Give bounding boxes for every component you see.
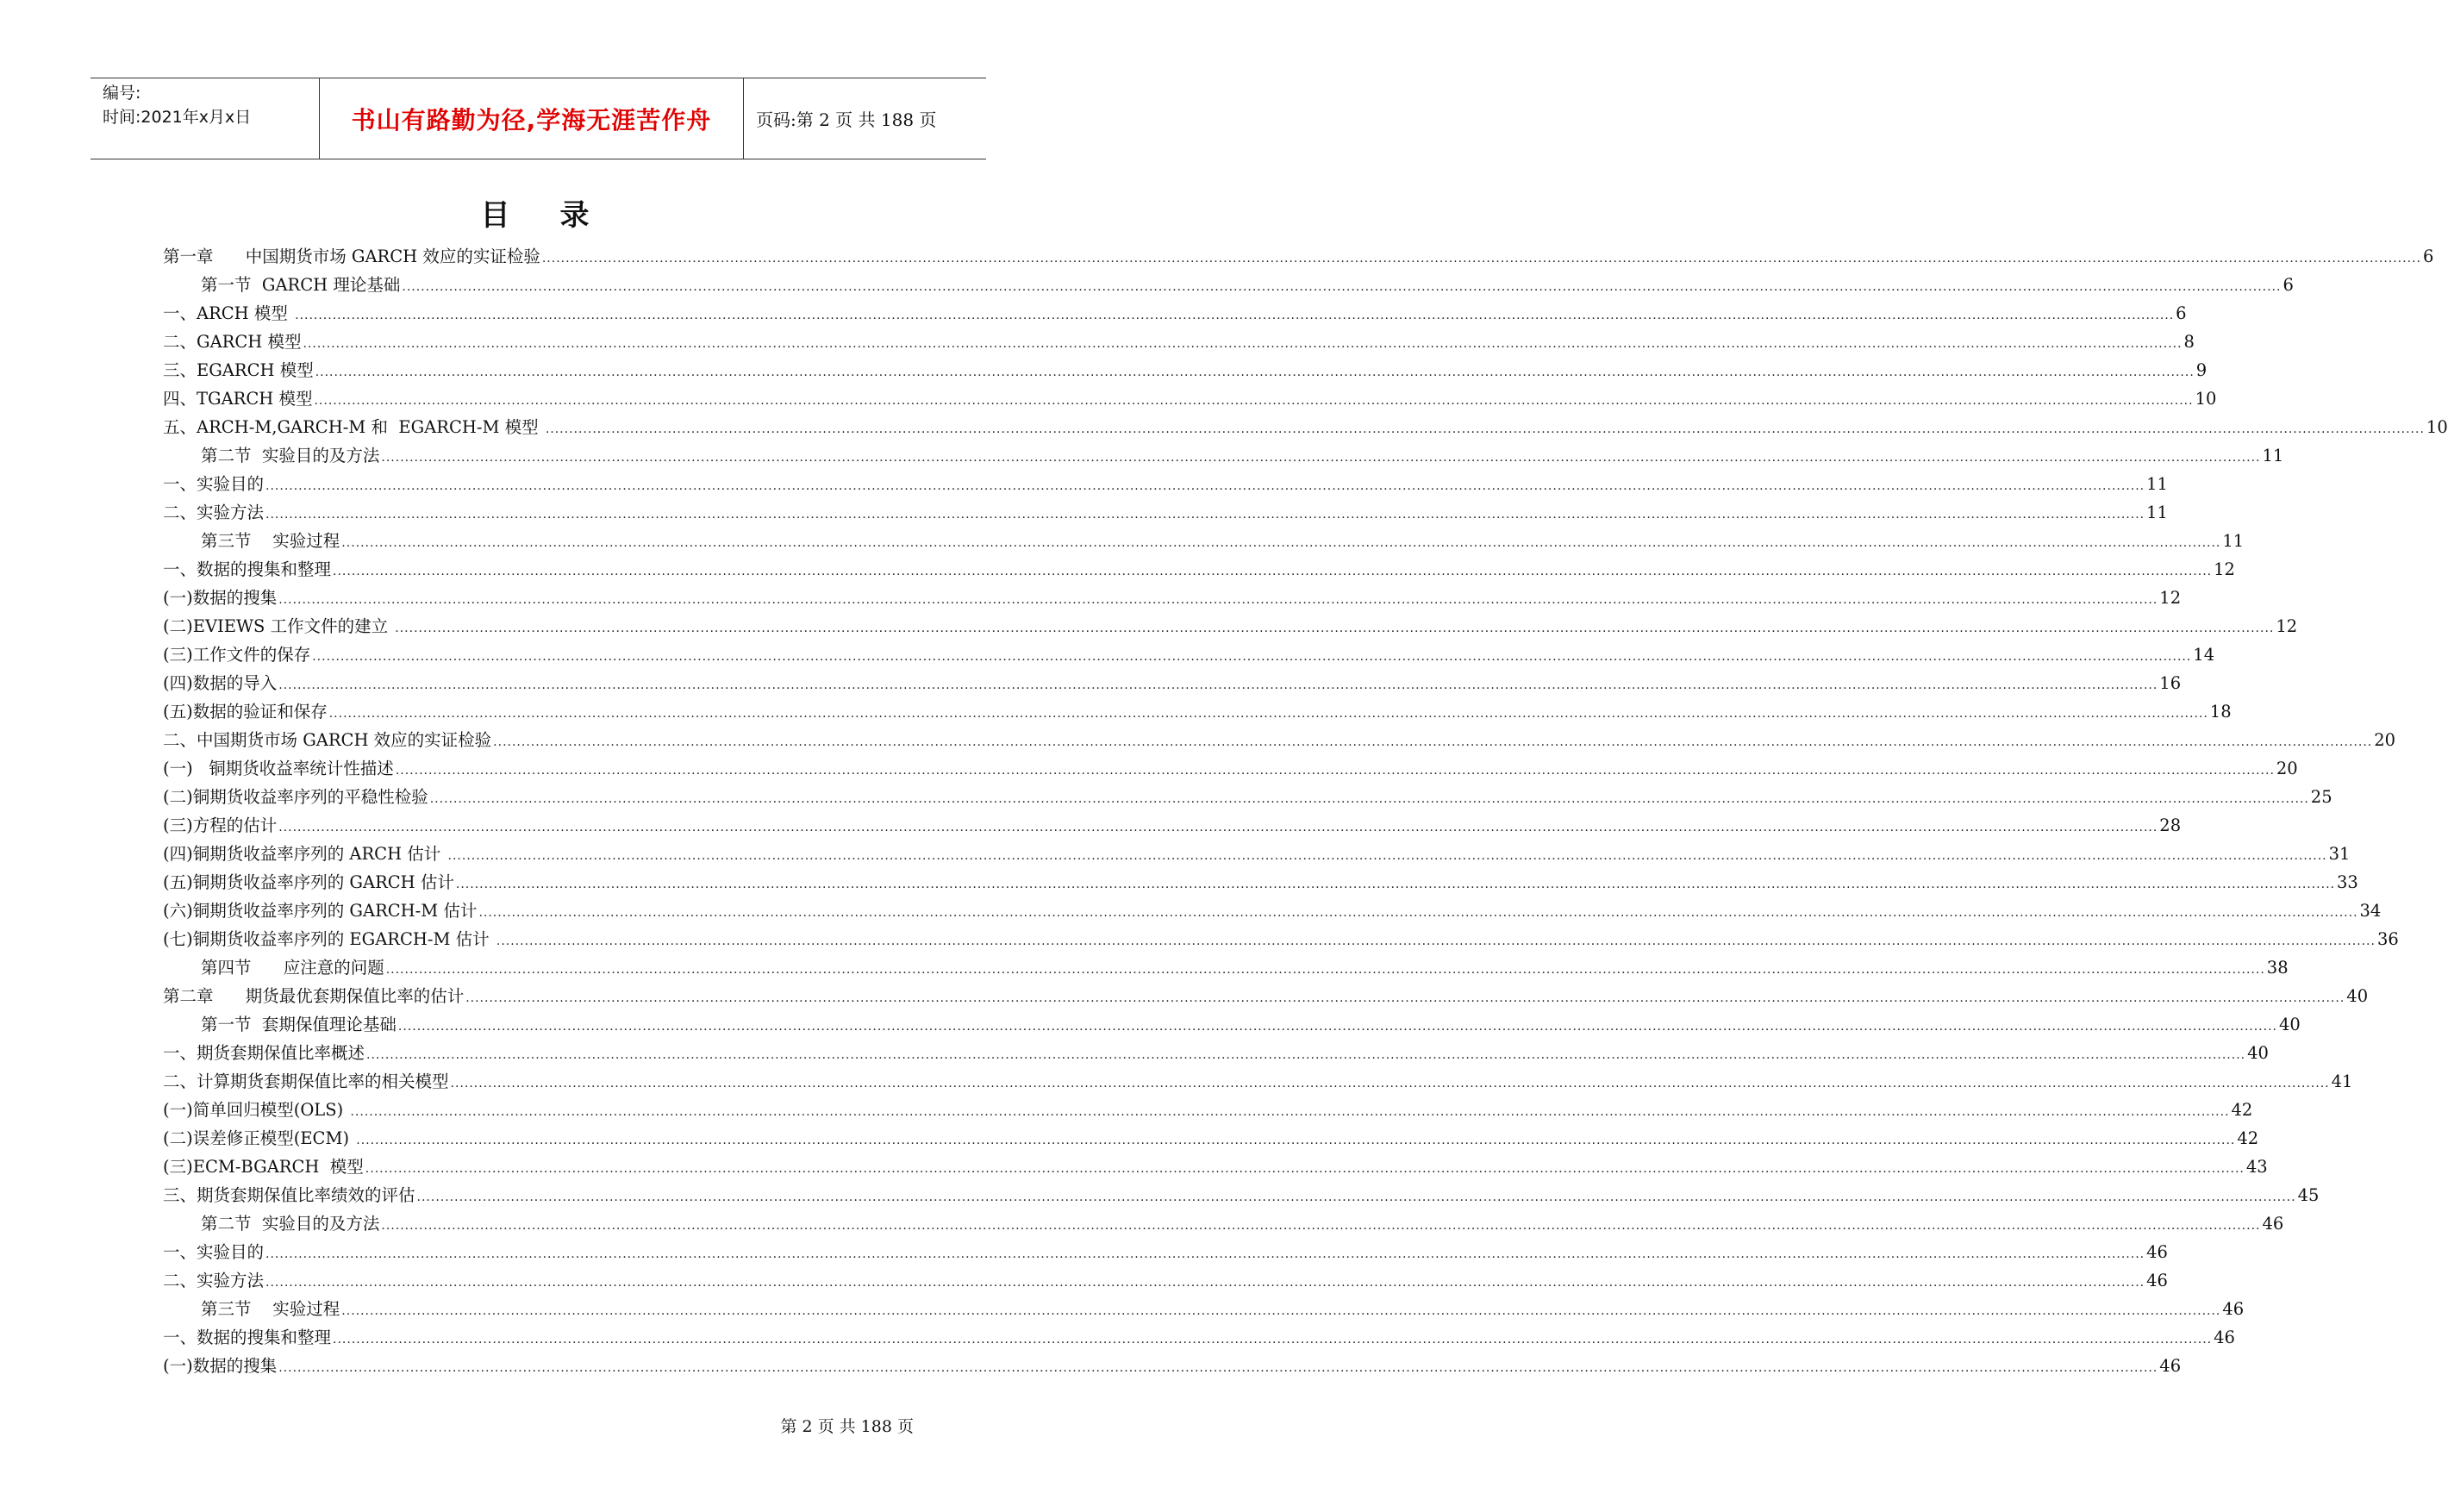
toc-leader-dots: ................................................................................................................................................................................................................................................................................................................................................................................................................ [328, 707, 2208, 721]
toc-entry[interactable] [163, 753, 2298, 782]
toc-entry-text: (二)误差修正模型(ECM) [163, 1128, 355, 1148]
toc-entry[interactable] [163, 611, 2298, 640]
toc-entry-page: 12 [2159, 588, 2182, 608]
toc-entry-page: 6 [2422, 247, 2434, 266]
toc-entry[interactable] [163, 867, 2358, 896]
toc-entry-text: (四)铜期货收益率序列的 ARCH 估计 [163, 844, 447, 864]
serial-label: 编号: [103, 84, 141, 103]
toc-entry-page: 46 [2146, 1242, 2168, 1262]
toc-entry[interactable] [163, 526, 2245, 554]
toc-entry-page: 10 [2195, 389, 2217, 409]
toc-entry-page: 46 [2214, 1328, 2235, 1347]
toc-entry-page: 43 [2245, 1157, 2268, 1177]
toc-leader-dots: ................................................................................................................................................................................................................................................................................................................................................................................................................ [265, 479, 2145, 493]
toc-leader-dots: ................................................................................................................................................................................................................................................................................................................................................................................................................ [450, 1077, 2330, 1090]
toc-entry-text: (一)数据的搜集 [163, 588, 278, 608]
toc-entry-page: 34 [2359, 901, 2382, 921]
toc-entry-page: 40 [2278, 1015, 2301, 1034]
toc-entry-page: 40 [2247, 1043, 2269, 1063]
toc-entry[interactable] [163, 896, 2382, 924]
toc-entry-page: 18 [2209, 702, 2232, 722]
toc-entry-page: 14 [2193, 645, 2215, 665]
toc-leader-dots: ................................................................................................................................................................................................................................................................................................................................................................................................................ [402, 280, 2282, 294]
toc-entry-text: 二、实验方法 [163, 503, 265, 522]
toc-entry-text: 一、数据的搜集和整理 [163, 559, 332, 579]
toc-entry-page: 20 [2374, 730, 2396, 750]
toc-leader-dots: ................................................................................................................................................................................................................................................................................................................................................................................................................ [265, 508, 2145, 522]
toc-entry-page: 11 [2222, 531, 2245, 551]
toc-entry-page: 40 [2346, 986, 2369, 1006]
toc-entry[interactable] [163, 1294, 2245, 1322]
toc-entry-page: 46 [2222, 1299, 2245, 1319]
toc-leader-dots: ................................................................................................................................................................................................................................................................................................................................................................................................................ [356, 1134, 2236, 1147]
toc-entry[interactable] [163, 725, 2396, 753]
toc-entry[interactable] [163, 1351, 2182, 1379]
toc-entry-page: 45 [2297, 1185, 2320, 1205]
toc-entry-text: (三)工作文件的保存 [163, 645, 311, 665]
toc-entry-text: 三、EGARCH 模型 [163, 360, 314, 380]
toc-entry[interactable] [163, 640, 2215, 668]
toc-entry[interactable] [163, 469, 2168, 497]
toc-entry[interactable] [163, 924, 2399, 953]
toc-entry-page: 9 [2195, 360, 2208, 380]
toc-entry[interactable] [163, 1009, 2301, 1038]
toc-entry-text: 三、期货套期保值比率绩效的评估 [163, 1185, 415, 1205]
toc-entry-page: 28 [2159, 815, 2182, 835]
toc-entry-text: 第三节 实验过程 [201, 1299, 340, 1319]
toc-entry-text: 第一节 套期保值理论基础 [201, 1015, 397, 1034]
toc-entry[interactable] [163, 668, 2182, 697]
toc-leader-dots: ................................................................................................................................................................................................................................................................................................................................................................................................................ [455, 878, 2335, 891]
toc-leader-dots: ................................................................................................................................................................................................................................................................................................................................................................................................................ [545, 422, 2425, 436]
toc-entry-text: 一、数据的搜集和整理 [163, 1328, 332, 1347]
toc-entry-page: 42 [2231, 1100, 2253, 1120]
toc-leader-dots: ................................................................................................................................................................................................................................................................................................................................................................................................................ [314, 394, 2194, 408]
toc-leader-dots: ................................................................................................................................................................................................................................................................................................................................................................................................................ [447, 849, 2327, 863]
toc-entry[interactable] [163, 1123, 2259, 1152]
toc-leader-dots: ................................................................................................................................................................................................................................................................................................................................................................................................................ [278, 1361, 2158, 1375]
toc-leader-dots: ................................................................................................................................................................................................................................................................................................................................................................................................................ [416, 1190, 2296, 1204]
header-page-cell [744, 78, 986, 159]
toc-entry[interactable] [163, 697, 2232, 725]
toc-entry[interactable] [163, 270, 2294, 298]
toc-leader-dots: ................................................................................................................................................................................................................................................................................................................................................................................................................ [278, 678, 2158, 692]
toc-leader-dots: ................................................................................................................................................................................................................................................................................................................................................................................................................ [341, 536, 2221, 550]
toc-leader-dots: ................................................................................................................................................................................................................................................................................................................................................................................................................ [365, 1162, 2245, 1176]
toc-entry-text: 第一节 GARCH 理论基础 [201, 275, 401, 295]
toc-entry[interactable] [163, 412, 2448, 440]
toc-entry-text: 二、GARCH 模型 [163, 332, 302, 352]
toc-entry-text: (五)铜期货收益率序列的 GARCH 估计 [163, 872, 454, 892]
toc-leader-dots: ................................................................................................................................................................................................................................................................................................................................................................................................................ [395, 764, 2275, 778]
toc-entry-page: 11 [2146, 503, 2168, 522]
toc-entry-text: 第二章 期货最优套期保值比率的估计 [163, 986, 465, 1006]
toc-entry-text: 一、期货套期保值比率概述 [163, 1043, 365, 1063]
toc-leader-dots: ................................................................................................................................................................................................................................................................................................................................................................................................................ [303, 337, 2183, 351]
toc-leader-dots: ................................................................................................................................................................................................................................................................................................................................................................................................................ [333, 565, 2213, 578]
toc-entry-page: 6 [2283, 275, 2294, 295]
toc-entry[interactable] [163, 497, 2168, 526]
toc-entry[interactable] [163, 1209, 2284, 1237]
toc-leader-dots: ................................................................................................................................................................................................................................................................................................................................................................................................................ [366, 1048, 2246, 1062]
toc-entry[interactable] [163, 782, 2332, 810]
toc-leader-dots: ................................................................................................................................................................................................................................................................................................................................................................................................................ [333, 1333, 2213, 1346]
header-page-label: 页码:第 2 页 共 188 页 [756, 109, 937, 130]
toc-leader-dots: ................................................................................................................................................................................................................................................................................................................................................................................................................ [465, 991, 2345, 1005]
toc-leader-dots: ................................................................................................................................................................................................................................................................................................................................................................................................................ [315, 366, 2195, 379]
toc-entry-page: 46 [2146, 1271, 2168, 1290]
toc-entry-text: 二、计算期货套期保值比率的相关模型 [163, 1072, 449, 1091]
toc-entry-page: 20 [2276, 759, 2298, 778]
toc-leader-dots: ................................................................................................................................................................................................................................................................................................................................................................................................................ [265, 1276, 2145, 1290]
toc-entry-text: 一、ARCH 模型 [163, 303, 294, 323]
toc-entry-text: 二、实验方法 [163, 1271, 265, 1290]
toc-entry-page: 38 [2266, 958, 2289, 978]
header-meta [91, 78, 320, 159]
toc-leader-dots: ................................................................................................................................................................................................................................................................................................................................................................................................................ [429, 792, 2309, 806]
toc-entry-page: 11 [2146, 474, 2168, 494]
toc-entry-text: (二)EVIEWS 工作文件的建立 [163, 616, 394, 636]
toc-entry-page: 33 [2336, 872, 2358, 892]
toc-entry-text: 二、中国期货市场 GARCH 效应的实证检验 [163, 730, 492, 750]
toc-leader-dots: ................................................................................................................................................................................................................................................................................................................................................................................................................ [397, 1020, 2277, 1034]
toc-entry-page: 42 [2237, 1128, 2259, 1148]
time-label: 时间:2021年x月x日 [103, 108, 252, 127]
toc-entry-text: 五、ARCH-M,GARCH-M 和 EGARCH-M 模型 [163, 417, 544, 437]
toc-entry-page: 36 [2376, 929, 2399, 949]
toc-leader-dots: ................................................................................................................................................................................................................................................................................................................................................................................................................ [278, 593, 2158, 607]
toc-entry[interactable] [163, 355, 2208, 384]
toc-entry[interactable] [163, 241, 2434, 270]
toc-entry[interactable] [163, 810, 2182, 839]
toc-entry-page: 41 [2331, 1072, 2353, 1091]
toc-leader-dots: ................................................................................................................................................................................................................................................................................................................................................................................................................ [295, 309, 2175, 322]
toc-leader-dots: ................................................................................................................................................................................................................................................................................................................................................................................................................ [478, 906, 2358, 920]
toc-entry[interactable] [163, 327, 2195, 355]
toc-leader-dots: ................................................................................................................................................................................................................................................................................................................................................................................................................ [341, 1304, 2221, 1318]
toc-entry-page: 16 [2159, 673, 2182, 693]
toc-entry[interactable] [163, 1066, 2353, 1095]
toc-entry[interactable] [163, 1237, 2168, 1265]
toc-entry-page: 25 [2310, 787, 2332, 807]
toc-entry-text: (一)数据的搜集 [163, 1356, 278, 1376]
page-footer: 第 2 页 共 188 页 [780, 1417, 914, 1436]
toc-entry[interactable] [163, 1180, 2320, 1209]
toc-leader-dots: ................................................................................................................................................................................................................................................................................................................................................................................................................ [350, 1105, 2230, 1119]
toc-entry-text: (五)数据的验证和保存 [163, 702, 328, 722]
toc-entry-page: 31 [2328, 844, 2351, 864]
toc-leader-dots: ................................................................................................................................................................................................................................................................................................................................................................................................................ [395, 622, 2275, 635]
motto-text: 书山有路勤为径,学海无涯苦作舟 [351, 105, 712, 134]
toc-entry-text: (二)铜期货收益率序列的平稳性检验 [163, 787, 428, 807]
header-motto-cell [320, 78, 744, 159]
toc-leader-dots: ................................................................................................................................................................................................................................................................................................................................................................................................................ [381, 451, 2261, 465]
toc-entry[interactable] [163, 440, 2284, 469]
toc-entry[interactable] [163, 839, 2351, 867]
toc-entry[interactable] [163, 384, 2217, 412]
toc-entry-text: (一)简单回归模型(OLS) [163, 1100, 349, 1120]
toc-entry-page: 11 [2262, 446, 2284, 465]
toc-entry-text: 第一章 中国期货市场 GARCH 效应的实证检验 [163, 247, 540, 266]
toc-leader-dots: ................................................................................................................................................................................................................................................................................................................................................................................................................ [265, 1247, 2145, 1261]
toc-entry-page: 46 [2262, 1214, 2284, 1234]
toc-entry-text: (四)数据的导入 [163, 673, 278, 693]
toc-entry-page: 6 [2176, 303, 2187, 323]
toc-entry[interactable] [163, 1095, 2253, 1123]
toc-entry-text: 第二节 实验目的及方法 [201, 446, 380, 465]
toc-entry-text: 第四节 应注意的问题 [201, 958, 384, 978]
toc-leader-dots: ................................................................................................................................................................................................................................................................................................................................................................................................................ [385, 963, 2265, 977]
toc-entry-page: 12 [2276, 616, 2298, 636]
toc-entry-text: 第三节 实验过程 [201, 531, 340, 551]
toc-entry[interactable] [163, 953, 2289, 981]
toc-entry[interactable] [163, 583, 2182, 611]
toc-entry-text: (三)ECM-BGARCH 模型 [163, 1157, 364, 1177]
toc-entry[interactable] [163, 981, 2369, 1009]
toc-title: 目录 [480, 198, 640, 233]
toc-entry-page: 12 [2214, 559, 2235, 579]
page-header [91, 78, 986, 159]
toc-entry-page: 8 [2183, 332, 2195, 352]
toc-entry-text: 第二节 实验目的及方法 [201, 1214, 380, 1234]
toc-entry[interactable] [163, 1038, 2269, 1066]
toc-entry-text: (七)铜期货收益率序列的 EGARCH-M 估计 [163, 929, 495, 949]
toc-entry-text: 一、实验目的 [163, 1242, 265, 1262]
toc-entry-text: (一) 铜期货收益率统计性描述 [163, 759, 394, 778]
toc-entry[interactable] [163, 1152, 2268, 1180]
toc-entry-page: 10 [2426, 417, 2448, 437]
table-of-contents [163, 241, 2448, 1379]
toc-leader-dots: ................................................................................................................................................................................................................................................................................................................................................................................................................ [496, 934, 2376, 948]
toc-entry-text: (六)铜期货收益率序列的 GARCH-M 估计 [163, 901, 478, 921]
toc-entry[interactable] [163, 298, 2187, 327]
toc-entry[interactable] [163, 554, 2235, 583]
toc-entry-page: 46 [2159, 1356, 2182, 1376]
toc-leader-dots: ................................................................................................................................................................................................................................................................................................................................................................................................................ [278, 821, 2158, 834]
toc-leader-dots: ................................................................................................................................................................................................................................................................................................................................................................................................................ [381, 1219, 2261, 1233]
toc-entry-text: 一、实验目的 [163, 474, 265, 494]
toc-entry-text: 四、TGARCH 模型 [163, 389, 313, 409]
toc-leader-dots: ................................................................................................................................................................................................................................................................................................................................................................................................................ [493, 735, 2373, 749]
toc-leader-dots: ................................................................................................................................................................................................................................................................................................................................................................................................................ [312, 650, 2192, 664]
toc-entry[interactable] [163, 1322, 2235, 1351]
toc-entry[interactable] [163, 1265, 2168, 1294]
toc-leader-dots: ................................................................................................................................................................................................................................................................................................................................................................................................................ [541, 252, 2421, 266]
toc-entry-text: (三)方程的估计 [163, 815, 278, 835]
